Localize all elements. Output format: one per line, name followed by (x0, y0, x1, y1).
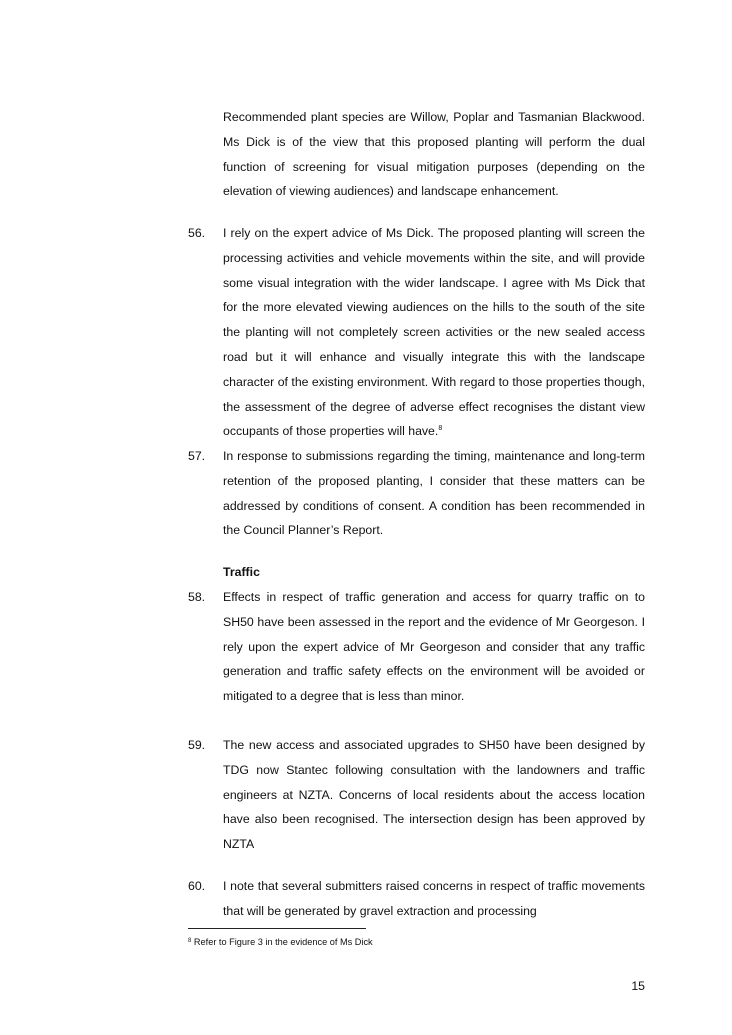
footnote-text: Refer to Figure 3 in the evidence of Ms Dick (193, 937, 373, 947)
paragraph-number: 59. (188, 738, 206, 752)
paragraph-58 (188, 585, 645, 709)
page-number: 15 (631, 979, 645, 993)
paragraph-text: In response to submissions regarding the timing, maintenance and long-term retention of the proposed planting, I consider that these matters can be addressed by conditions of consent. A condition has been recommended in the Council Planner’s Report. (223, 449, 645, 538)
section-heading-traffic: Traffic (223, 565, 260, 579)
footnote-reference: 8 (438, 425, 443, 433)
paragraph-57 (188, 444, 645, 543)
paragraph-number: 58. (188, 590, 206, 604)
paragraph-56 (188, 221, 645, 444)
paragraph-text: I note that several submitters raised concerns in respect of traffic movements that will be generated by gravel extraction and processing (223, 879, 645, 918)
paragraph-number: 60. (188, 879, 206, 893)
paragraph-number: 57. (188, 449, 206, 463)
footnote-separator (188, 928, 366, 929)
paragraph-number: 56. (188, 226, 206, 240)
paragraph-continued (188, 105, 645, 204)
footnote (188, 935, 373, 949)
paragraph-text: I rely on the expert advice of Ms Dick. The proposed planting will screen the processing activities and vehicle movements within the site, and will provide some visual integration with the wider landscape. I agree with Ms Dick that for the more elevated viewing audiences on the hills to the south of the site the planting will not completely screen activities or the new sealed access road but it will enhance and visually integrate this with the landscape character of the existing environment. With regard to those properties though, the assessment of the degree of adverse effect recognises the distant view occupants of those properties will have. (223, 226, 645, 439)
paragraph-59 (188, 733, 645, 857)
paragraph-text: Recommended plant species are Willow, Poplar and Tasmanian Blackwood. Ms Dick is of the view that this proposed planting will perform the dual function of screening for visual mitigation purposes (depending on the elevation of viewing audiences) and landscape enhancement. (223, 110, 645, 199)
paragraph-60 (188, 874, 645, 924)
paragraph-text: The new access and associated upgrades to SH50 have been designed by TDG now Stantec following consultation with the landowners and traffic engineers at NZTA. Concerns of local residents about the access location have also been recognised. The intersection design has been approved by NZTA (223, 738, 645, 852)
paragraph-body (223, 221, 645, 444)
paragraph-text: Effects in respect of traffic generation and access for quarry traffic on to SH50 have been assessed in the report and the evidence of Mr Georgeson. I rely upon the expert advice of Mr Georgeson and consider that any traffic generation and traffic safety effects on the environment will be avoided or mitigated to a degree that is less than minor. (223, 590, 645, 704)
footnote-marker: 8 (188, 938, 192, 944)
